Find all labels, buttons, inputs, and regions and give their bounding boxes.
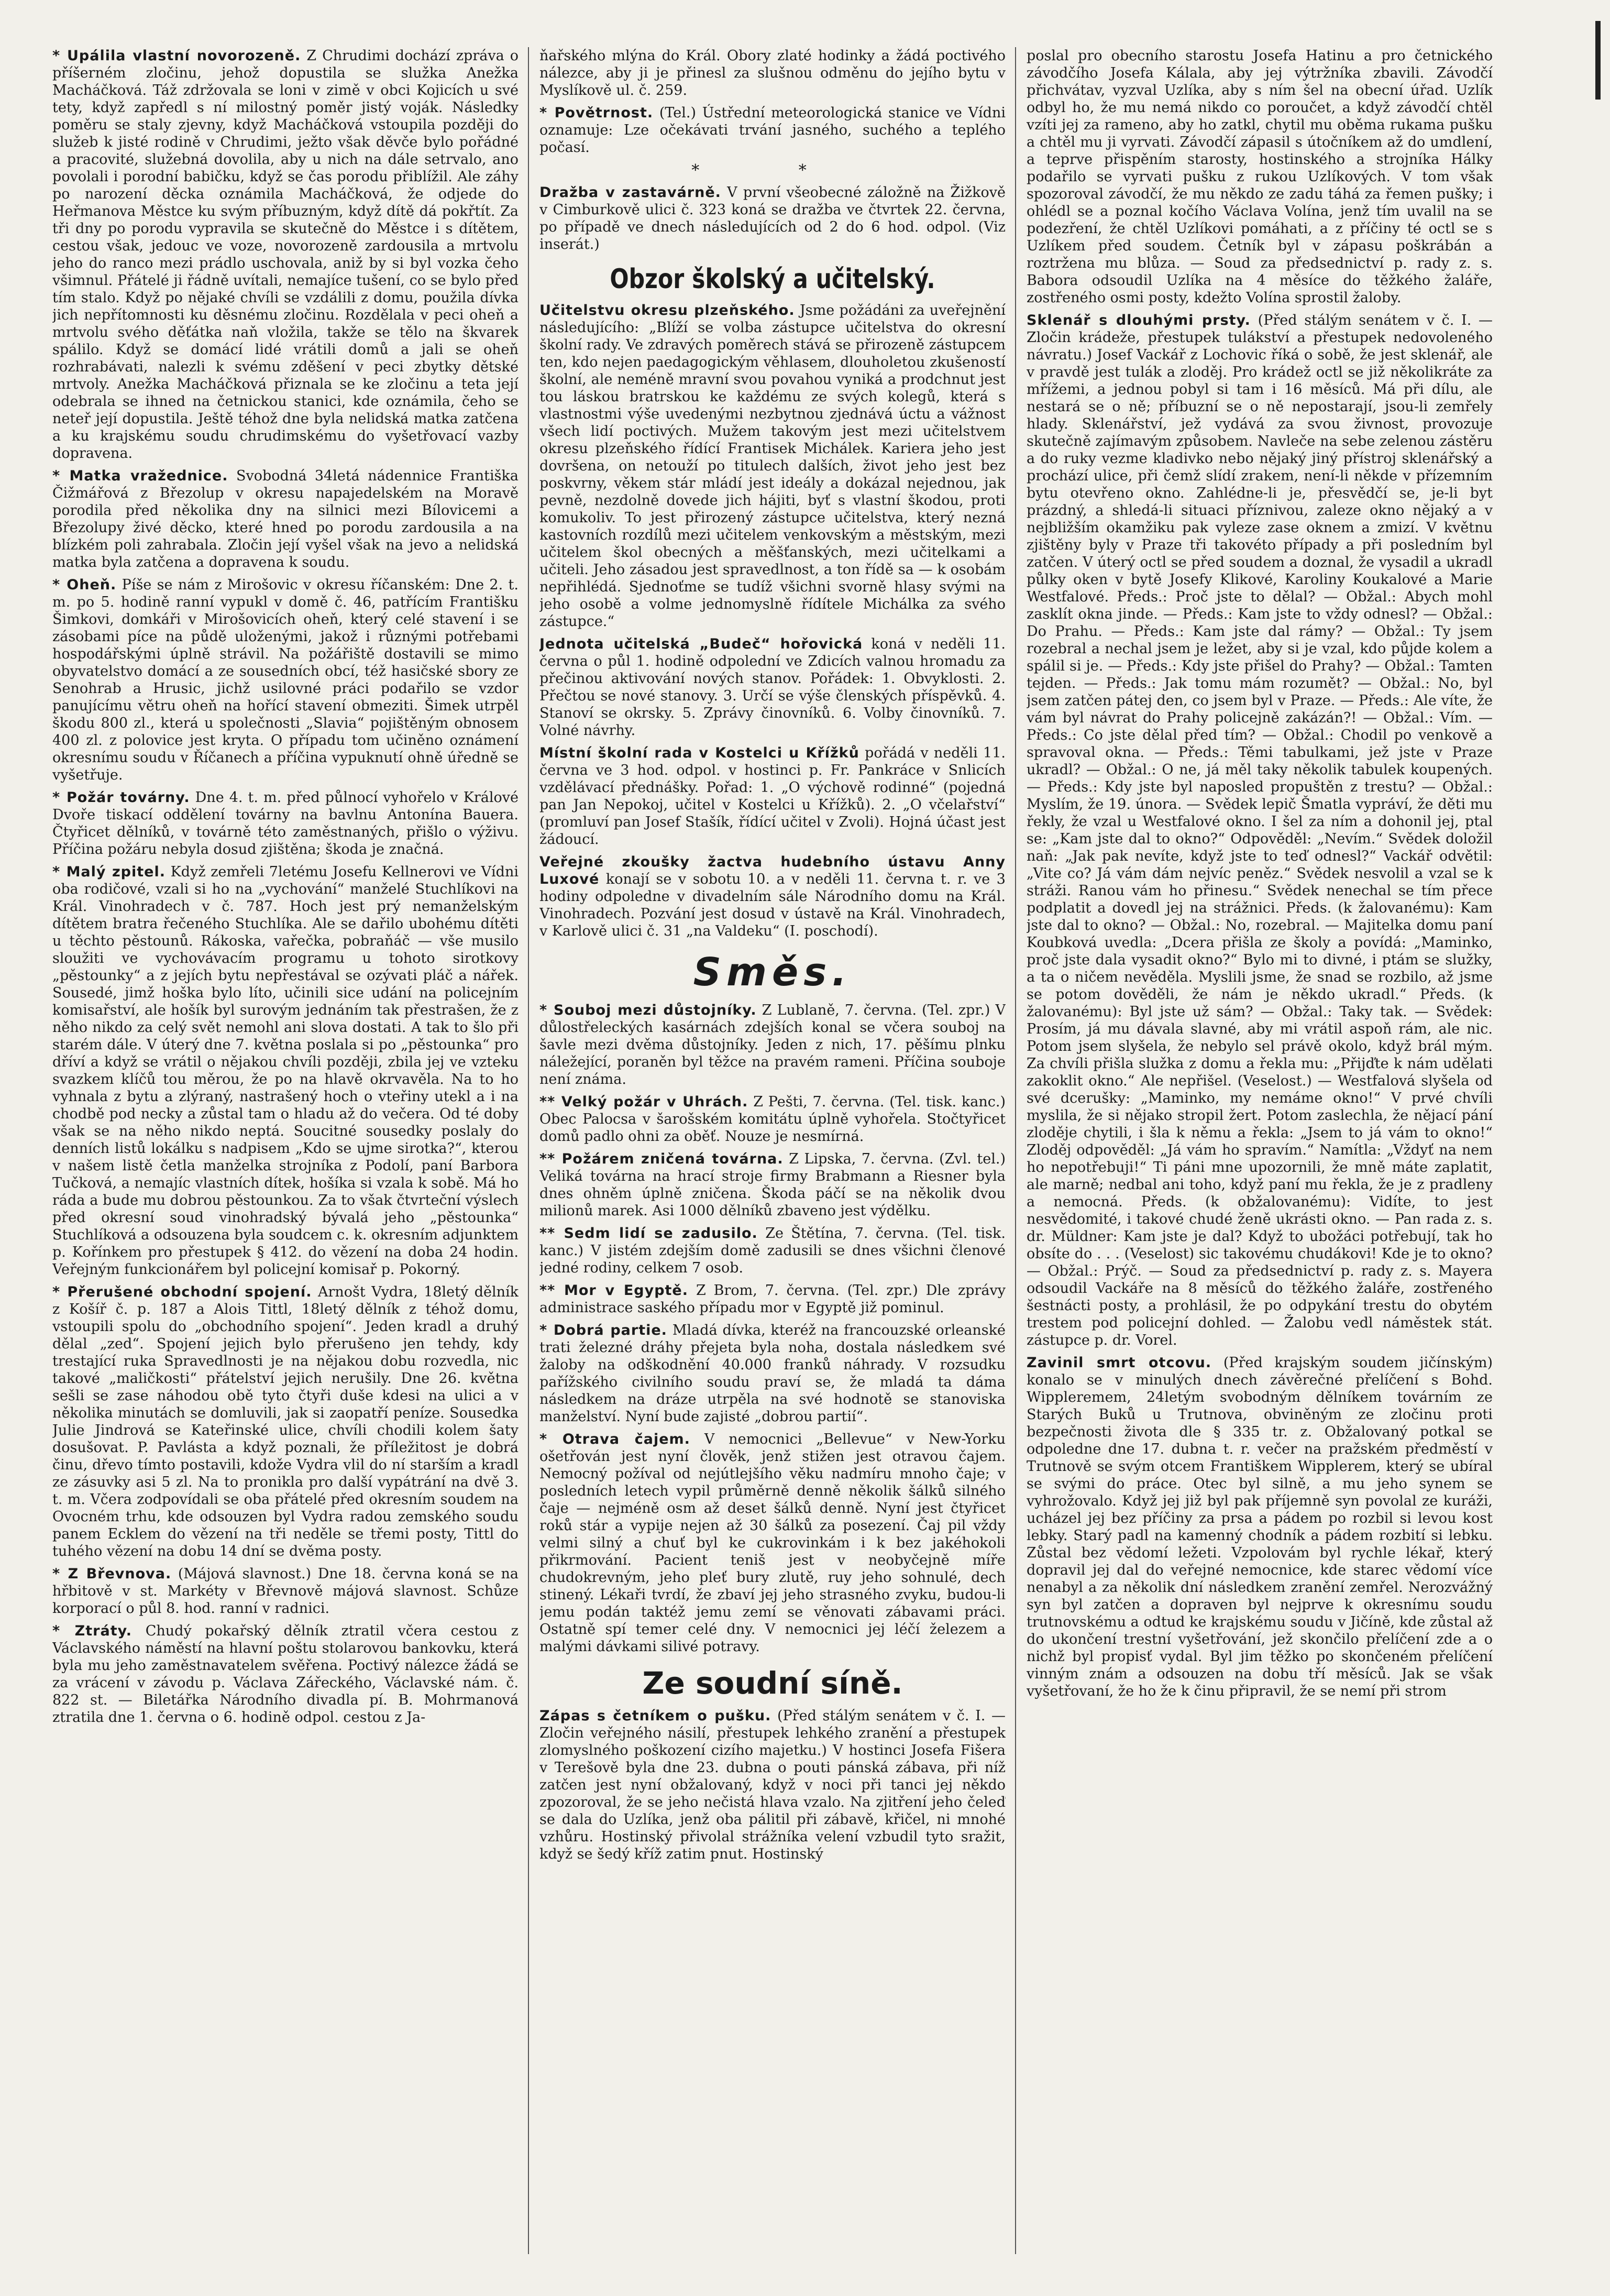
article-text: Chudý pokařský dělník ztratil včera cestou z Václavského náměstí na hlavní poštu stolarovou bankovku, která byla mu jeho zaměstnavatelem svěřena. Poctivý nálezce žádá se za vrácení v závodu p. Václava Zářeckého, Václavské nám. č. 822 st. — Biletářka Národního divadla pí. B. Mohrmanová ztratila dne 1. června o 6. hodině odpol. cestou z Ja- xyxy=(52,1623,519,1726)
article-lead: Veřejné zkoušky žactva hudebního ústavu Anny Luxové xyxy=(539,854,1006,888)
article-text: ňařského mlýna do Král. Obory zlaté hodinky a žádá poctivého nálezce, aby ji je přinesl za slušnou odměnu do jejího bytu v Myslíkově ul. č. 259. xyxy=(539,48,1006,98)
article-lead: ** Požárem zničená továrna. xyxy=(539,1150,784,1167)
article-lead: Učitelstvu okresu plzeňského. xyxy=(539,302,795,319)
article-lead: * Dobrá partie. xyxy=(539,1322,667,1338)
article-lead: * Požár továrny. xyxy=(52,789,190,806)
article-paragraph xyxy=(539,302,1006,630)
article-text: Z Pešti, 7. června. (Tel. tisk. kanc.) Obec Palocsa v šarošském komitátu úplně vyhořela. Stočtyřicet domů padlo ohni za oběť. Nouze je nesmírná. xyxy=(539,1093,1006,1145)
article-paragraph xyxy=(539,1150,1006,1220)
article-text: V nemocnici „Bellevue“ v New-Yorku ošetřován jest nyní člověk, jenž stižen jest otravou čajem. Nemocný požíval od nejútlejšího věku nadmíru mnoho čaje; v posledních letech vypil průměrně denně několik šálků silného čaje — nejméně osm až deset šálků denně. Nyní jest čtyřicet roků stár a vypije nejen až 30 šálků za posezení. Čaj pil vždy velmi silný a chuť byl ke cukrovinkám i k bez jakéhokoli přikrmování. Pacient teniš jest v neobyčejně míře chudokrevným, jeho pleť bury zlutě, ruy jeho sohnulé, dech stinený. Lékaři tvrdí, že zbaví jej jeho strasného zvyku, budou-li jemu podán taktéž jemu zemí se věnovati zábavami práci. Ostatně spí temer celé dny. V nemocnici jej léčí železem a malými dávkami silivé potravy. xyxy=(539,1431,1006,1655)
article-paragraph xyxy=(539,104,1006,156)
article-lead: Místní školní rada v Kostelci u Křížků xyxy=(539,745,859,762)
column-3 xyxy=(1027,47,1493,2254)
article-lead: ** Sedm lidí se zadusilo. xyxy=(539,1225,758,1242)
article-paragraph xyxy=(52,1622,519,1726)
article-paragraph xyxy=(52,467,519,571)
section-heading-smes: Směs. xyxy=(693,950,852,995)
col2-court-articles xyxy=(539,1707,1006,1863)
article-text: Z Lipska, 7. června. (Zvl. tel.) Veliká továrna na hrací stroje firmy Brabmann a Riesner byla dnes ohněm úplně zničena. Škoda páčí se na několik dvou milionů marek. Asi 1000 dělníků zbaveno jest výdělku. xyxy=(539,1150,1006,1219)
article-text: (Májová slavnost.) Dne 18. června koná se na hřbitově v st. Markéty v Břevnově májová slavnost. Schůze korporací o půl 8. hod. ranní v radnici. xyxy=(52,1566,519,1617)
article-lead: * Z Břevnova. xyxy=(52,1566,172,1582)
article-text: pořádá v neděli 11. června ve 3 hod. odpol. v hostinci p. Fr. Pankráce v Snlicích vzdělávací přednášky. Pořad: 1. „O výchově rodinné“ (pojedná pan Jan Nepokoj, učitel v Kostelci u Křížků). 2. „O včelařství“ (promluví pan Josef Stašík, řídící učitel v Zvoli). Hojná účast jest žádoucí. xyxy=(539,745,1006,848)
article-lead: * Upálila vlastní novorozeně. xyxy=(52,48,301,64)
article-lead: * Přerušené obchodní spojení. xyxy=(52,1284,312,1300)
article-text: Když zemřeli 7letému Josefu Kellnerovi ve Vídni oba rodičové, vzali si ho na „vychování“ manželé Stuchlíkovi na Král. Vinohradech v č. 787. Hoch jest prý nemanželským dítětem bratra řečeného Stuchlíka. Ale se dařilo ubohému dítěti u těchto pěstounů. Rákoska, vařečka, pobraňáč — vše musilo sloužiti ve vychovávacím programu u tohoto sirotkovy „pěstounky“ a z jejích bytu nepřestával se ozývati pláč a nářek. Sousedé, jimž hoška bylo líto, učinili sice udání na policejním komisařství, ale hošík byl surovým jednáním tak přestrašen, že z něho nikdo za celý svět nemohl ani slova dostati. A tak to šlo při starém dále. V úterý dne 7. května poslala si po „pěstounka“ pro dříví a když se vrátil o nějakou chvíli později, zbila jej ve vzteku svazkem klíčů tou měrou, že po na hlavě okrvavěla. Na to ho vyhnala z bytu a zlýraný, nastrašený hoch o vteřiny utekl a i na chodbě pod necky a zůstal tam o hladu až do večera. Od té doby však se na něho nikdo neptá. Soucitné sousedky poslaly do denních listů lokálku s nadpisem „Kdo se ujme sirotka?“, kterou v našem listě četla manželka strojníka z Podolí, paní Barbora Tučková, a nemajíc vlastních dítek, hošíka si vzala k sobě. Má ho ráda a bude mu dobrou pěstounkou. Za to však čtvrteční výslech před okresní soud vinohradský bývalá jeho „pěstounka“ Stuchlíková a odsouzena byla soudcem c. k. okresním adjunktem p. Kořínkem pro přestupek § 412. do vězení na doba 24 hodin. Veřejným funkcionářem byl policejní komisař p. Pokorný. xyxy=(52,864,519,1278)
article-lead: Dražba v zastavárně. xyxy=(539,184,721,201)
column-2-content xyxy=(539,47,1006,2254)
article-paragraph xyxy=(1027,47,1493,306)
article-lead: Zápas s četníkem o pušku. xyxy=(539,1708,771,1724)
article-lead: ** Velký požár v Uhrách. xyxy=(539,1093,748,1110)
article-text: (Před stálým senátem v č. I. — Zločin krádeže, přestupek tulákství a přestupek nedovoleného návratu.) Josef Vackář z Lochovic říká o sobě, že jest sklenář, ale v pravdě jest tulák a zloděj. Pro krádež octl se již několikráte za mřížemi, a jednou pobyl si tam i 16 měsíců. Má při dílu, ale nestará se o ně; příbuzní se o ně nepostarají, jsou-li zemřely hlady. Sklenářství, jež vydává za svou živnost, provozuje skutečně zajímavým způsobem. Navleče na sebe zelenou zástěru a do ruky vezme kladivko nebo nějaký jiný přístroj sklenářský a prochází ulice, při čemž slídí zrakem, není-li někde v přízemním bytu otevřeno okno. Zahlédne-li je, přesvědčí se, je-li byt prázdný, a shledá-li situaci příznivou, zaleze okno nějaký a v nejbližším okamžiku pak vyleze zase oknem a zmizí. V květnu zjištěny byly v Praze tři takovéto případy a při posledním byl zatčen. V úterý octl se před soudem a doznal, že vysadil a ukradl půlky oken v bytě Josefy Klikové, Karoliny Koukalové a Marie Westfalové. Předs.: Proč jste to dělal? — Obžal.: Abych mohl zasklít okna jinde. — Předs.: Kam jste to vždy odnesl? — Obžal.: Do Prahu. — Předs.: Kam jste dal rámy? — Obžal.: Ty jsem rozebral a nechal jsem je ležet, aby si je vzal, kdo půjde kolem a spálil si je. — Předs.: Kdy jste přišel do Prahy? — Obžal.: Tamten tejden. — Předs.: Jak tomu mám rozumět? — Obžal.: No, byl jsem zatčen pátej den, co jsem byl v Praze. — Předs.: Ale víte, že vám byl návrat do Prahy policejně zakázán?! — Obžal.: Vím. — Předs.: Co jste dělal před tím? — Obžal.: Chodil po venkově a spravoval okna. — Předs.: Těmi tabulkami, jež jste v Praze ukradl? — Obžal.: O ne, já měl taky několik tabulek koupených. — Předs.: Kdy jste byl naposled propuštěn z trestu? — Obžal.: Myslím, že 19. února. — Svědek lepič Šmatla vypráví, že děti mu řekly, že vzal u Westfalové okno. I šel za ním a dohonil jej, ptal se: „Kam jste dal to okno?“ Odpověděl: „Nevím.“ Svědek doložil naň: „Jak pak nevíte, když jste to teď odnesl?“ Vackář odvětil: „Vite co? Já vám dám nejvíc peněz.“ Svědek nesvolil a vzal se k stráži. Ranou vám ho přinesu.“ Svědek nenechal se tím přece podplatit a dovedl jej na strážnici. Předs. (k žalovanému): Kam jste dal to okno? — Obžal.: No, rozebral. — Majitelka domu paní Koubková uvedla: „Dcera přišla ze školy a povídá: „Maminko, proč jste dala vysadit okno?“ Bylo mi to divné, i ptám se služky, a ta o ničem nevěděla. Myslili jsme, že snad se rozbilo, až jsme se potom dověděli, že nám je někdo ukradl.“ Předs. (k žalovanému): Byl jste už sám? — Obžal.: Taky tak. — Svědek: Prosím, já mu dávala slavné, aby mi vrátil aspoň rám, ale nic. Potom jsem slyšela, že nebylo sel právě okolo, když brál mým. Za chvíli přišla služka z domu a řekla mu: „Přijďte k nám udělati zakoklit okno.“ Ale nepřišel. (Veselost.) — Westfalová slyšela od své dcerušky: „Maminko, my nemáme okno!“ V prvé chvíli myslila, že si nějako stropil žert. Potom zaslechla, že nějací pání zloděje chytili, i šla k němu a řekla: „Jsem to já vám to okno!“ Zloděj odpověděl: „Já vám ho spravím.“ Namítla: „Vždyť na nem ho nepotřebuji!“ Ti páni mne upozornili, že mně máte zaplatit, ale marně; nedbal ani toho, když paní mu řekla, že je z pradleny a nemocná. Předs. (k obžalovanému): Vidíte, to jest nesvědomité, i takové chudé ženě ukrásti okno. — Pan rada z. s. dr. Müldner: Kam jste je dal? Když to ubožáci potřebují, tak ho obsíte do . . . (Veselost) sic takovému chudákovi! Kde je to okno? — Obžal.: Prýč. — Soud za předsednictví p. rady z. s. Mayera odsoudil Vackáře na 8 měsíců do těžkého žaláře, zostřeného šestnácti posty, a prohlásil, že po odpykání trestu do obytém trestem pod policejní dohled. — Žalobu vedl náměstek stát. zástupce p. dr. Vorel. xyxy=(1027,312,1493,1348)
article-paragraph xyxy=(539,1225,1006,1277)
article-paragraph xyxy=(539,1002,1006,1088)
article-paragraph xyxy=(539,1322,1006,1425)
article-paragraph xyxy=(52,1565,519,1617)
article-paragraph xyxy=(52,863,519,1278)
article-lead: ** Mor v Egyptě. xyxy=(539,1282,688,1299)
article-lead: Jednota učitelská „Budeč“ hořovická xyxy=(539,636,863,653)
article-paragraph xyxy=(539,1282,1006,1316)
column-1-content xyxy=(52,47,519,2254)
edge-scan-mark xyxy=(1595,21,1601,100)
article-text: Z Lublaně, 7. června. (Tel. zpr.) V důlostřeleckých kasárnách zdejších konal se včera souboj na šavle mezi dvěma důstojníky. Jeden z nich, 17. pěšímu plnku náležející, poraněn byl těžce na pravém rameni. Příčina souboje není známa. xyxy=(539,1002,1006,1087)
article-paragraph xyxy=(1027,312,1493,1349)
article-lead: * Ztráty. xyxy=(52,1623,132,1639)
article-text: V první všeobecné záložně na Žižkově v Cimburkově ulici č. 323 koná se dražba ve čtvrtek 22. června, po případě ve dnech následujících od 2 do 6 hod. odpol. (Viz inserát.) xyxy=(539,184,1006,252)
article-text: (Tel.) Ústřední meteorologická stanice ve Vídni oznamuje: Lze očekávati trvání jasného, suchého a teplého počasí. xyxy=(539,105,1006,156)
separator-dots: * * xyxy=(691,161,854,180)
article-lead: Sklenář s dlouhými prsty. xyxy=(1027,312,1251,328)
article-lead: * Souboj mezi důstojníky. xyxy=(539,1002,757,1018)
article-text: Svobodná 34letá nádennice Františka Čižmářová z Březolup v okresu napajedelském na Moravě porodila před několika dny na silnici mezi Bílovicemi a Březolupy živé děcko, které hned po porodu zardousila a na blízkém poli zahrabala. Zločin její vyšel však na jevo a nelidská matka byla zatčena a dopravena k soudu. xyxy=(52,468,519,570)
article-paragraph xyxy=(1027,1354,1493,1700)
article-text: Mladá dívka, kteréž na francouzské orleanské trati železné dráhy přejeta byla noha, dostala následkem své žaloby na odškodnění 40.000 franků náhrady. V rozsudku pařížského civilního soudu praví se, že mladá ta dáma následkem na dráze utrpěla na své hodnotě se stanoviska manželství. Nyní bude zajisté „dobrou partií“. xyxy=(539,1322,1006,1425)
column-1 xyxy=(52,47,519,2254)
article-text: (Před krajským soudem jičínským) konalo se v minulých dnech závěrečné přelíčení s Bohd. Wippleremem, 24letým svobodným dělníkem továrním ze Starých Buků u Trutnova, obviněným ze zločinu proti bezpečnosti života dle § 335 tr. z. Obžalovaný potkal se odpoledne dne 17. dubna t. r. večer na pražském předměstí v Trutnově se svým otcem Františkem Wipplerem, který se ubíral se svými do práce. Otec byl silně, a mu jeho synem se vyhrožovalo. Když jej již byl pak příjemně syn povolal ze kuráži, ucházel jej bez příčiny za prsa a pádem po rozbil si levou kost lebky. Starý padl na kamenný chodník a pádem rozbití si lebku. Zůstal bez vědomí ležeti. Vzpolovám byl rychle lékař, který dopravil jej dal do veřejné nemocnice, kde starec vědomí více nenabyl a za několik dní následkem zranění zemřel. Nerozvážný syn byl zatčen a dopraven byl nejprve k okresnímu soudu trutnovskému a odtud ke krajskému soudu v Jičíně, kde zůstal až do ukončení trestní vyšetřování, jež skončilo přelíčení zde a o nichž byl propisť vydal. Byl jim těžko po skončeném přelíčení vinným znám a odsouzen na dobu tří měsíců. Jak se však vyšetřovaní, že ho že k činu připravil, že se nemí při strom xyxy=(1027,1355,1493,1699)
article-lead: * Povětrnost. xyxy=(539,105,654,121)
column-2 xyxy=(539,47,1006,2254)
article-lead: * Malý zpitel. xyxy=(52,864,166,880)
col2-miscellany-articles xyxy=(539,1002,1006,1655)
article-paragraph xyxy=(52,47,519,462)
article-paragraph xyxy=(539,853,1006,940)
section-heading-soud: Ze soudní síně. xyxy=(642,1665,903,1701)
article-text: Dne 4. t. m. před půlnocí vyhořelo v Králové Dvoře tiskací oddělení továrny na bavlnu Antonína Bauera. Čtyřicet dělníků, v továrně této zaměstnaných, přišlo o výživu. Příčina požáru nebyla dosud zjištěna; škoda je značná. xyxy=(52,789,519,858)
article-paragraph xyxy=(539,1093,1006,1145)
article-paragraph xyxy=(539,184,1006,253)
article-paragraph xyxy=(52,789,519,858)
col2-top-articles xyxy=(539,47,1006,156)
article-text: (Před stálým senátem v č. I. — Zločin veřejného násilí, přestupek lehkého zranění a přestupek zlomyslného poškození cizího majetku.) V hostinci Josefa Fišera v Terešově byla dne 23. dubna o pouti pánská zábava, při níž zatčen jest nyní obžalovaný, když v noci při tanci jej někdo zpozoroval, že se jeho nečistá hlava vzalo. Na zjitření jeho čeleď se dala do Uzlíka, jenž oba pálitil při zábavě, křičel, ni mnohé vzhůru. Hostinský přivolal strážníka velení vzbudil tyto sražit, když se šedý kříž zatim pnut. Hostinský xyxy=(539,1708,1006,1863)
section-heading-obzor: Obzor školský a učitelský. xyxy=(610,263,935,295)
article-paragraph xyxy=(539,47,1006,99)
article-paragraph xyxy=(539,744,1006,848)
col2-auction-article xyxy=(539,184,1006,253)
article-paragraph xyxy=(539,635,1006,739)
article-text: Z Brom, 7. června. (Tel. zpr.) Dle zprávy administrace saského případu mor v Egyptě již pominul. xyxy=(539,1282,1006,1316)
article-paragraph xyxy=(539,1707,1006,1863)
article-text: poslal pro obecního starostu Josefa Hatinu a pro četnického závodčího Josefa Kálala, aby jej výtržníka zbavili. Závodčí přichvátav, vyzval Uzlíka, aby s ním šel na obecní úřad. Uzlík odbyl ho, že mu nemá nikdo co poroučet, a když závodčí chtěl vzíti jej za rameno, aby ho zatkl, chytil mu oběma rukama pušku a chtěl mu ji vyrvati. Závodčí zápasil s útočníkem až do umdlení, a teprve přispěním starosty, hostinského a strojníka Hálky podařilo se vyrvati pušku z rukou Uzlíkových. V tom však spozoroval závodčí, že mu někdo ze zadu táhá za řemen pušky; i ohlédl se a poznal kočího Václava Volína, jenž tím uvalil na se podezření, že chtěl Uzlíkovi pomáhati, a z příčiny té octl se s Uzlíkem před soudem. Četník byl v zápasu poškrábán a roztržena mu blůza. — Soud za předsednictví p. rady z. s. Babora odsoudil Uzlíka na 4 měsíce do těžkého žaláře, zostřeného osmi posty, kdežto Volína sprostil žaloby. xyxy=(1027,48,1493,306)
article-paragraph xyxy=(52,1283,519,1560)
article-lead: * Oheň. xyxy=(52,577,117,593)
article-text: Arnošt Vydra, 18letý dělník z Košíř č. p. 187 a Alois Tittl, 18letý dělník z téhož domu, vstoupili spolu do „obchodního spojení“. Jeden kradl a druhý dělal „zed“. Spojení jejich bylo přerušeno jen tehdy, kdy trestající ruka Spravedlnosti je na nějakou dobu rozvedla, nic takové „maličkosti“ přátelství jejich nerušily. Dne 26. května sešli se zase náhodou obě tyto čtyři duše kdesi na ulici a v několika minutách se domluvili, jak si zaopatří peníze. Sousedka Julie Jindrová se Kateřinské ulice, chvíli chodili kolem šaty dosušovat. P. Pavlásta a když poznali, že příležitost je dobrá činu, dřevo tímto postavili, kdože Vydra vlil do ní starším a kradl ze zásuvky asi 5 zl. Na to pronikla pro další vypátrání na dvě 3. t. m. Včera zodpovídali se oba přátelé před okresním soudem na Ovocném trhu, kde odsouzen byl Vydra radou zemského soudu panem Ecklem do vězení na tři neděle se třemi posty, Tittl do tuhého vězení na dobu 14 dní se dvěma posty. xyxy=(52,1284,519,1559)
article-paragraph xyxy=(52,576,519,784)
article-text: Z Chrudimi dochází zpráva o příšerném zločinu, jehož dopustila se služka Anežka Macháčková. Táž zdržovala se loni v zimě v obci Kojicích u své tety, když zapředl s ní milostný poměr jistý voják. Následky poměru se staly zjevny, když Macháčková vstoupila později do služeb k jisté rodině v Chrudimi, ježto však děvče bylo pořádné a pracovité, služebná dovolila, aby u nich na dále setrvalo, ano povolali i porodní babičku, když se čas porodu přiblížil. Ale záhy po narození děcka oznámila Macháčková, že odjede do Heřmanova Městce ku svým příbuzným, když dítě dá pokřtít. Za tři dny po porodu vypravila se skutečně do Městce i s dítětem, cestou však, jedouc ve voze, novorozeně zardousila a mrtvolu jeho do ranco mezi prádlo uschovala, aniž by si byl vozka čeho všimnul. Přátelé ji řádně uvítali, nemajíce tušení, co se bylo před tím stalo. Když po nějaké chvíli se vzdálili z domu, použila dívka jich nepřítomnosti ku děsnému zločinu. Rozdělala v peci oheň a mrtvolu svého děťátka naň vložila, takže se tělo na škvarek spálilo. Když se domácí lidé vrátili domů a jali se oheň rozhrabávati, nalezli k svému zděšení v peci zbytky dětské mrtvoly. Anežka Macháčková přiznala se ke zločinu a teta její odebrala se ihned na četnickou stanici, kde oznámila, čeho se neteř její dopustila. Ještě téhož dne byla nelidská matka zatčena a ku krajskému soudu chrudimskému do vyšetřovací vazby dopravena. xyxy=(52,48,519,462)
article-lead: * Matka vražednice. xyxy=(52,468,228,484)
article-text: koná v neděli 11. června o půl 1. hodině odpolední ve Zdicích valnou hromadu za přečinou aktivování nových stanov. Pořádek: 1. Obvyklosti. 2. Přečtou se nové stanovy. 3. Určí se výše členských příspěvků. 4. Stanoví se okrsky. 5. Zprávy činovníků. 6. Volby činovníků. 7. Volné návrhy. xyxy=(539,636,1006,739)
column-3-content xyxy=(1027,47,1493,2254)
article-lead: Zavinil smrt otcovu. xyxy=(1027,1355,1212,1371)
col2-school-articles xyxy=(539,302,1006,940)
article-lead: * Otrava čajem. xyxy=(539,1431,690,1447)
article-paragraph xyxy=(539,1431,1006,1655)
columns xyxy=(52,47,1552,2254)
article-text: konají se v sobotu 10. a v neděli 11. června t. r. ve 3 hodiny odpoledne v divadelním sále Národního domu na Král. Vinohradech. Pozvání jest dosud v ústavě na Král. Vinohradech, v Karlově ulici č. 31 „na Valdeku“ (I. poschodí). xyxy=(539,871,1006,940)
article-text: Píše se nám z Mirošovic v okresu říčanském: Dne 2. t. m. po 5. hodině ranní vypukl v domě č. 46, patřícím Františku Šimkovi, domkáři v Mirošovicích oheň, který celé stavení i se zásobami píce na půdě uloženými, jakož i různými potřebami hospodářskými úplně strávil. Na požářiště dostavili se mimo obyvatelstvo domácí a ze sousedních obcí, též hasičské sbory ze Senohrab a Hrusic, jichž usilovné práci podařilo se vzdor panujícímu větru oheň na hořící stavení obmeziti. Šimek utrpěl škodu 800 zl., která u společnosti „Slavia“ pojištěným obnosem 400 zl. z polovice jest kryta. O případu tom učiněno oznámení okresnímu soudu v Říčanech a příčina vypuknutí ohně úředně se vyšetřuje. xyxy=(52,577,519,783)
article-text: Ze Štětína, 7. června. (Tel. tisk. kanc.) V jistém zdejším domě zadusili se dnes všichni členové jedné rodiny, celkem 7 osob. xyxy=(539,1225,1006,1276)
article-text: Jsme požádáni za uveřejnění následujícího: „Blíží se volba zástupce učitelstva do okresní školní rady. Ve zdravých poměrech stává se přirozeně zástupcem ten, kdo nejen paedagogickým věhlasem, dlouholetou zkušeností školní, ale neméně mravní svou povahou vyniká a prodchnut jest tou láskou bratrskou ke každému ze svých kolegů, která s vlastnostmi výše uvedenými nezbytnou zjednává úctu a vážnost všech lidí poctivých. Mužem takovým jest mezi učitelstvem okresu plzeňského řídící Frantisek Michálek. Kariera jeho jest dovršena, on netouží po titulech dalších, život jeho jest bez poskvrny, věkem stár mládí jest ideály a dokázal nejednou, jak pevně, nezdolně dovede jich hájiti, byť s vlastní škodou, proti komukoliv. To jest přirozený zástupce učitelstva, který nezná kastovních rozdílů mezi učitelem venkovským a městským, mezi učitelem škol obecných a měšťanských, mezi učitelkami a učiteli. Jeho zásadou jest spravedlnost, a ton řídě sa — k osobám nepřihlédá. Sjednoťme se tudíž všichni svorně hlasy svými na jeho osobě a volme jednomyslně řídítele Michálka za svého zástupce.“ xyxy=(539,302,1006,630)
